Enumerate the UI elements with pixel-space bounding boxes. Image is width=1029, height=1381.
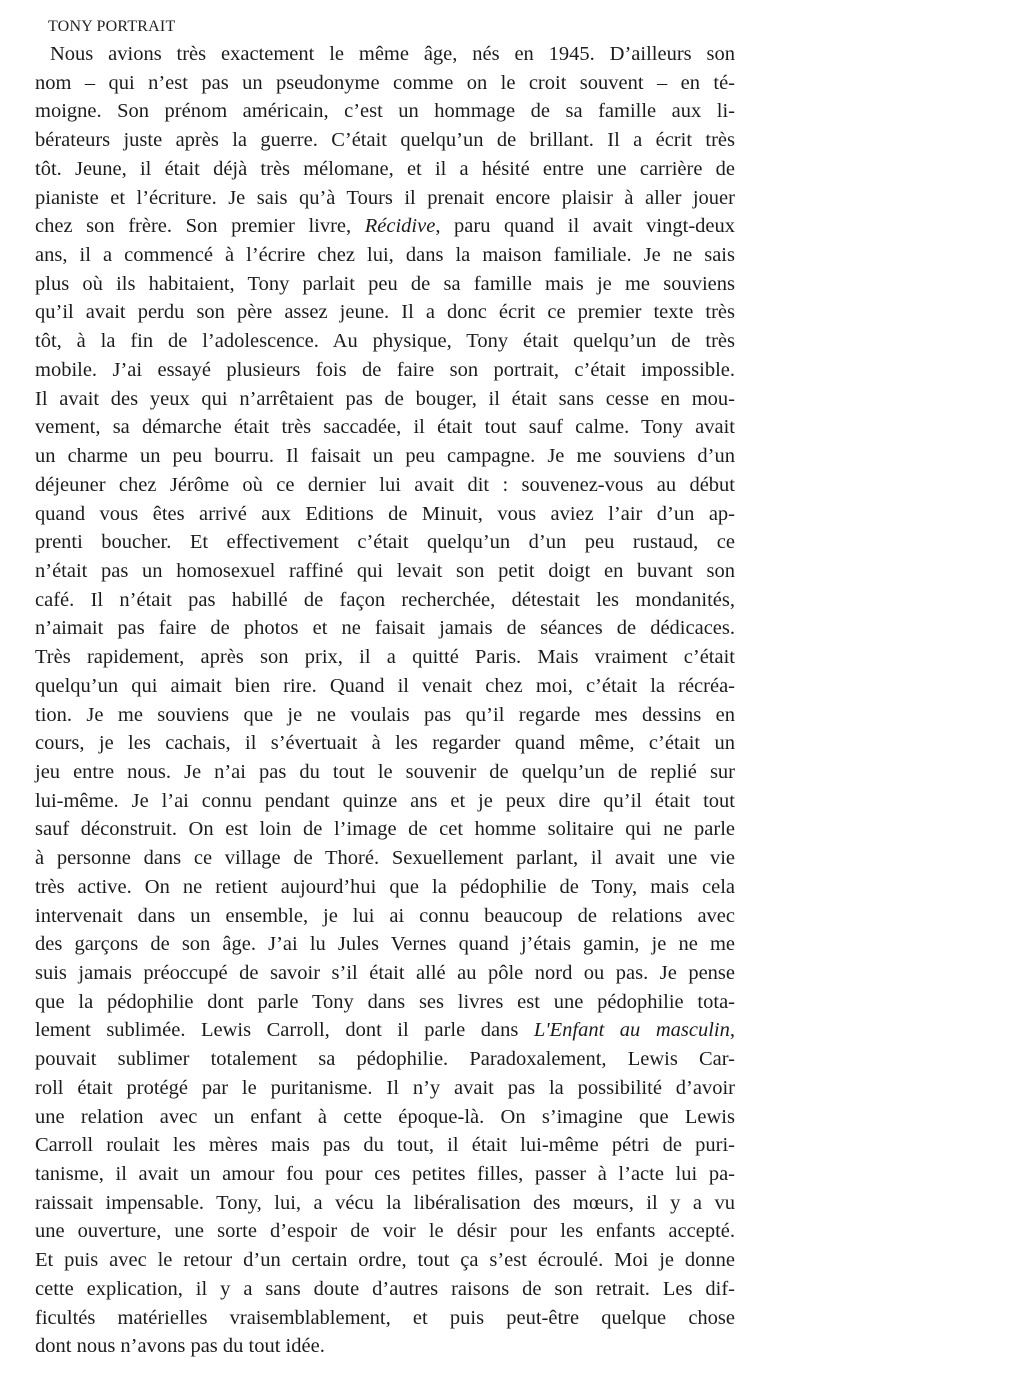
text-segment: quelqu’un qui aimait bien rire. Quand il venait chez moi, c’était la récréa- — [35, 674, 735, 697]
text-line — [35, 241, 735, 270]
text-segment: cours, je les cachais, il s’évertuait à les regarder quand même, c’était un — [35, 732, 735, 755]
text-line — [35, 184, 735, 213]
text-segment: chez son frère. Son premier livre, — [35, 215, 365, 238]
text-segment: bérateurs juste après la guerre. C’était quelqu’un de brillant. Il a écrit très — [35, 129, 735, 152]
italic-title: Récidive — [364, 215, 436, 238]
text-segment: très active. On ne retient aujourd’hui que la pédophilie de Tony, mais cela — [35, 875, 735, 898]
text-segment: n’était pas un homosexuel raffiné qui levait son petit doigt en buvant son — [35, 559, 735, 582]
text-line — [35, 902, 735, 931]
text-segment: un charme un peu bourru. Il faisait un peu campagne. Je me souviens d’un — [35, 445, 735, 468]
text-line — [35, 614, 735, 643]
text-segment: plus où ils habitaient, Tony parlait peu de sa famille mais je me souviens — [35, 272, 735, 295]
text-line — [35, 40, 735, 69]
text-line — [35, 270, 735, 299]
text-segment: des garçons de son âge. J’ai lu Jules Vernes quand j’étais gamin, je ne me — [35, 933, 735, 956]
text-line — [35, 1074, 735, 1103]
text-line — [35, 1332, 735, 1361]
text-line — [35, 1246, 735, 1275]
text-line — [35, 701, 735, 730]
text-line — [35, 298, 735, 327]
text-line — [35, 413, 735, 442]
text-segment: pouvait sublimer totalement sa pédophilie. Paradoxalement, Lewis Car- — [35, 1048, 735, 1071]
text-line — [35, 528, 735, 557]
text-segment: moigne. Son prénom américain, c’est un hommage de sa famille aux li- — [35, 100, 735, 123]
text-segment: quand vous êtes arrivé aux Editions de Minuit, vous aviez l’air d’un ap- — [35, 502, 735, 525]
text-segment: pianiste et l’écriture. Je sais qu’à Tours il prenait encore plaisir à aller jouer — [35, 186, 735, 209]
running-head: TONY PORTRAIT — [48, 18, 176, 35]
text-segment: prenti boucher. Et effectivement c’était quelqu’un d’un peu rustaud, ce — [35, 531, 735, 554]
text-segment: une relation avec un enfant à cette époque-là. On s’imagine que Lewis — [35, 1105, 735, 1128]
text-line — [35, 356, 735, 385]
text-segment: lui-même. Je l’ai connu pendant quinze ans et je peux dire qu’il était tout — [35, 789, 735, 812]
text-segment: tanisme, il avait un amour fou pour ces petites filles, passer à l’acte lui pa- — [35, 1163, 735, 1186]
text-segment: ficultés matérielles vraisemblablement, et puis peut-être quelque chose — [35, 1306, 735, 1329]
text-segment: Et puis avec le retour d’un certain ordre, tout ça s’est écroulé. Moi je donne — [35, 1249, 735, 1272]
text-segment: , paru quand il avait vingt-deux — [435, 215, 735, 238]
text-segment: n’aimait pas faire de photos et ne faisait jamais de séances de dédicaces. — [35, 617, 735, 640]
text-line — [35, 930, 735, 959]
text-line — [35, 126, 735, 155]
text-segment: , — [729, 1019, 735, 1042]
text-segment: à personne dans ce village de Thoré. Sexuellement parlant, il avait une vie — [35, 847, 735, 870]
text-segment: raissait impensable. Tony, lui, a vécu la libéralisation des mœurs, il y a vu — [35, 1191, 735, 1214]
text-line — [35, 1016, 735, 1045]
text-segment: jeu entre nous. Je n’ai pas du tout le souvenir de quelqu’un de replié sur — [35, 760, 735, 783]
text-segment: dont nous n’avons pas du tout idée. — [35, 1335, 325, 1358]
text-segment: mobile. J’ai essayé plusieurs fois de faire son portrait, c’était impossible. — [35, 358, 735, 381]
text-line — [35, 959, 735, 988]
text-segment: tôt. Jeune, il était déjà très mélomane, et il a hésité entre une carrière de — [35, 157, 735, 180]
text-line — [35, 557, 735, 586]
text-segment: Carroll roulait les mères mais pas du tout, il était lui-même pétri de puri- — [35, 1134, 735, 1157]
text-segment: une ouverture, une sorte d’espoir de voir le désir pour les enfants accepté. — [35, 1220, 735, 1243]
text-segment: café. Il n’était pas habillé de façon recherchée, détestait les mondanités, — [35, 588, 735, 611]
text-line — [35, 97, 735, 126]
text-line — [35, 1160, 735, 1189]
text-line — [35, 1304, 735, 1333]
text-line — [35, 988, 735, 1017]
text-segment: lement sublimée. Lewis Carroll, dont il parle dans — [35, 1019, 534, 1042]
text-segment: vement, sa démarche était très saccadée, il était tout sauf calme. Tony avait — [35, 416, 735, 439]
text-line — [35, 385, 735, 414]
text-line — [35, 1131, 735, 1160]
text-line — [35, 1103, 735, 1132]
text-line — [35, 155, 735, 184]
text-segment: tôt, à la fin de l’adolescence. Au physique, Tony était quelqu’un de très — [35, 330, 735, 353]
italic-title: L'Enfant au masculin — [533, 1019, 730, 1042]
text-segment: intervenait dans un ensemble, je lui ai connu beaucoup de relations avec — [35, 904, 735, 927]
text-line — [35, 1189, 735, 1218]
text-segment: Très rapidement, après son prix, il a quitté Paris. Mais vraiment c’était — [35, 646, 735, 669]
text-line — [35, 1275, 735, 1304]
text-line — [35, 442, 735, 471]
text-line — [35, 1217, 735, 1246]
text-line — [35, 672, 735, 701]
text-segment: que la pédophilie dont parle Tony dans ses livres est une pédophilie tota- — [35, 990, 735, 1013]
text-line — [35, 212, 735, 241]
text-line — [35, 586, 735, 615]
text-line — [35, 787, 735, 816]
text-segment: cette explication, il y a sans doute d’autres raisons de son retrait. Les dif- — [35, 1277, 735, 1300]
text-line — [35, 844, 735, 873]
text-line — [35, 500, 735, 529]
text-segment: déjeuner chez Jérôme où ce dernier lui avait dit : souvenez-vous au début — [35, 473, 735, 496]
text-line — [35, 729, 735, 758]
text-line — [35, 643, 735, 672]
text-segment: nom – qui n’est pas un pseudonyme comme on le croit souvent – en té- — [35, 71, 735, 94]
text-segment: Il avait des yeux qui n’arrêtaient pas de bouger, il était sans cesse en mou- — [35, 387, 735, 410]
text-line — [35, 1045, 735, 1074]
text-segment: Nous avions très exactement le même âge, nés en 1945. D’ailleurs son — [50, 43, 735, 65]
text-segment: qu’il avait perdu son père assez jeune. Il a donc écrit ce premier texte très — [35, 301, 735, 324]
text-line — [35, 471, 735, 500]
text-segment: sauf déconstruit. On est loin de l’image de cet homme solitaire qui ne parle — [35, 818, 735, 841]
text-segment: suis jamais préoccupé de savoir s’il était allé au pôle nord ou pas. Je pense — [35, 962, 735, 984]
text-segment: tion. Je me souviens que je ne voulais pas qu’il regarde mes dessins en — [35, 703, 735, 726]
text-line — [35, 815, 735, 844]
text-segment: roll était protégé par le puritanisme. Il n’y avait pas la possibilité d’avoir — [35, 1076, 735, 1099]
text-line — [35, 758, 735, 787]
text-line — [35, 69, 735, 98]
text-segment: ans, il a commencé à l’écrire chez lui, dans la maison familiale. Je ne sais — [35, 244, 735, 267]
text-line — [35, 327, 735, 356]
body-paragraph — [35, 40, 735, 1361]
text-line — [35, 873, 735, 902]
